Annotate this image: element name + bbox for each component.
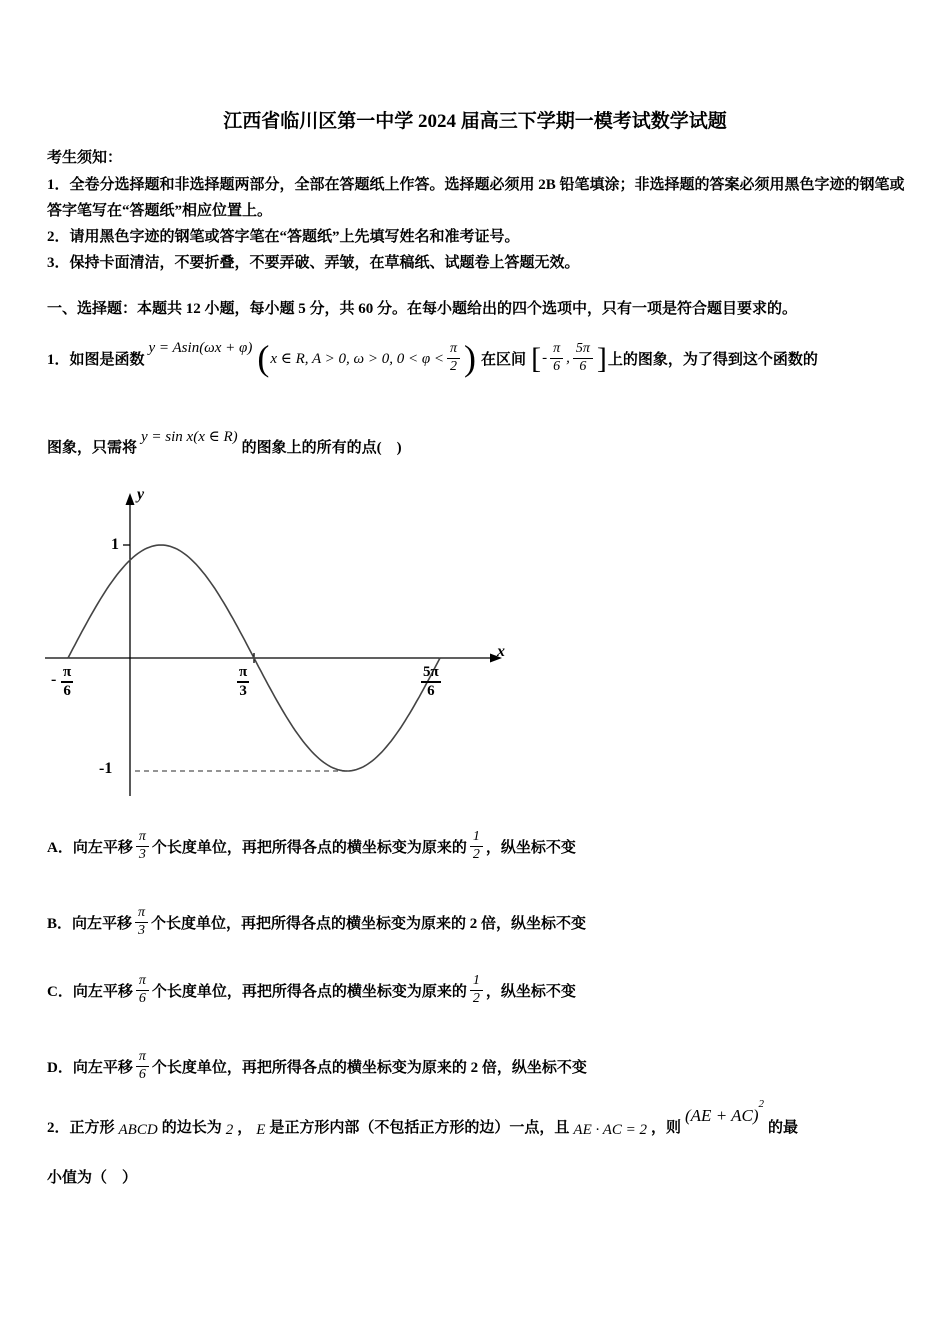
frac-pi-over-6 — [136, 973, 149, 1006]
x-tick-label-pi-over-3 — [237, 664, 249, 699]
left-paren: ( — [257, 337, 270, 378]
notice-item: 2．请用黑色字迹的钢笔或答字笔在“答题纸”上先填写姓名和准考证号。 — [47, 229, 520, 245]
option-C-label: C． — [47, 983, 73, 1000]
frac-pi-over-6 — [136, 1049, 149, 1082]
notice-item: 1．全卷分选择题和非选择题两部分，全部在答题纸上作答。选择题必须用 2B 铅笔填涂；非选择题的答案必须用黑色字迹的钢笔或答字笔写在“答题纸”相应位置上。 — [47, 177, 905, 219]
frac-pi-over-3 — [135, 905, 148, 938]
frac-denominator: 6 — [138, 1066, 146, 1082]
y-axis-arrow — [126, 493, 135, 505]
right-paren: ) — [464, 337, 477, 378]
frac-numerator: 5π — [573, 341, 593, 358]
q2-pre: 2．正方形 — [47, 1119, 115, 1136]
q1-interval-label: 在区间 — [481, 351, 527, 368]
q1-line2-pre: 图象，只需将 — [47, 439, 138, 456]
frac-one-half — [470, 829, 483, 862]
section-1-heading: 一、选择题：本题共 12 小题，每小题 5 分，共 60 分。在每小题给出的四个选项中，只有一项是符合题目要求的。 — [47, 301, 798, 317]
frac-denominator: 6 — [553, 358, 561, 374]
frac-pi-over-6 — [550, 341, 563, 374]
y-tick-label-neg-1: -1 — [99, 760, 113, 777]
q2-vector-equation: AE · AC = 2 — [573, 1121, 647, 1138]
frac-numerator: 5π — [421, 664, 441, 683]
frac-denominator: 3 — [239, 682, 247, 699]
right-bracket: ] — [596, 341, 607, 375]
frac-numerator: π — [237, 664, 249, 683]
option-D-label: D． — [47, 1059, 73, 1076]
frac-denominator: 2 — [450, 358, 458, 374]
option-A-label: A． — [47, 839, 73, 856]
frac-denominator: 6 — [138, 990, 146, 1006]
x-tick-minus-sign: - — [51, 671, 57, 688]
frac-denominator: 2 — [472, 990, 480, 1006]
q1-prefix: 1．如图是函数 — [47, 351, 145, 368]
q2-expression — [685, 1098, 764, 1126]
notice-heading: 考生须知： — [47, 150, 123, 166]
option-B-label: B． — [47, 915, 73, 932]
option-C-tail: ，纵坐标不变 — [485, 983, 576, 1000]
page-title: 江西省临川区第一中学 2024 届高三下学期一模考试数学试题 — [223, 111, 727, 132]
option-C-pre: 向左平移 — [72, 983, 133, 1000]
frac-pi-over-3 — [136, 829, 149, 862]
q2-expression-exponent: 2 — [758, 1098, 764, 1110]
question-1-stem-line-2 — [47, 424, 905, 468]
left-bracket: [ — [531, 341, 542, 375]
sine-graph-figure — [45, 488, 515, 806]
q2-comma: ， — [237, 1119, 253, 1136]
x-tick-label-neg-pi-over-6 — [61, 664, 73, 699]
question-2-stem-line-2: 小值为（ ） — [47, 1170, 138, 1186]
frac-denominator: 6 — [579, 358, 587, 374]
x-tick-label-5pi-over-6 — [421, 664, 441, 699]
option-B-mid: 个长度单位，再把所得各点的横坐标变为原来的 2 倍，纵坐标不变 — [151, 915, 587, 932]
option-D-pre: 向左平移 — [72, 1059, 133, 1076]
question-2-stem-line-1 — [47, 1100, 905, 1152]
frac-numerator: π — [136, 1049, 149, 1066]
option-B — [47, 896, 905, 948]
y-tick-label-1: 1 — [111, 536, 119, 553]
question-1-stem-line-1 — [47, 330, 905, 386]
q2-t1: 的边长为 — [161, 1119, 222, 1136]
frac-denominator: 2 — [472, 846, 480, 862]
q2-t2: 是正方形内部（不包括正方形的边）一点，且 — [269, 1119, 570, 1136]
frac-denominator: 3 — [138, 846, 146, 862]
option-C-mid: 个长度单位，再把所得各点的横坐标变为原来的 — [151, 983, 467, 1000]
option-A — [47, 818, 905, 874]
frac-numerator: π — [135, 905, 148, 922]
q2-t3: ，则 — [651, 1119, 682, 1136]
q2-side-length: 2 — [225, 1121, 234, 1138]
option-B-pre: 向左平移 — [72, 915, 133, 932]
frac-denominator: 6 — [427, 682, 435, 699]
q2-t4: 的最 — [768, 1119, 799, 1136]
minus-sign: - — [542, 349, 548, 366]
frac-numerator: 1 — [470, 829, 483, 846]
q2-point-e: E — [256, 1121, 266, 1138]
option-D-mid: 个长度单位，再把所得各点的横坐标变为原来的 2 倍，纵坐标不变 — [151, 1059, 587, 1076]
q1-conditions: x ∈ R, A > 0, ω > 0, 0 < φ < — [270, 350, 445, 367]
comma: , — [566, 349, 570, 366]
option-A-mid: 个长度单位，再把所得各点的横坐标变为原来的 — [151, 839, 467, 856]
option-A-pre: 向左平移 — [72, 839, 133, 856]
notice-item: 3．保持卡面清洁，不要折叠，不要弄破、弄皱，在草稿纸、试题卷上答题无效。 — [47, 255, 580, 271]
frac-numerator: π — [136, 829, 149, 846]
x-axis-label: x — [497, 643, 505, 660]
frac-numerator: 1 — [470, 973, 483, 990]
q2-expression-base: (AE + AC) — [685, 1106, 759, 1125]
q1-line2-tail: 的图象上的所有的点( ) — [241, 439, 402, 456]
frac-one-half — [470, 973, 483, 1006]
frac-denominator: 6 — [63, 682, 71, 699]
frac-numerator: π — [136, 973, 149, 990]
y-axis-label: y — [137, 486, 145, 503]
frac-denominator: 3 — [138, 922, 146, 938]
frac-numerator: π — [447, 341, 460, 358]
frac-numerator: π — [550, 341, 563, 358]
option-C — [47, 962, 905, 1018]
q1-tail: 上的图象，为了得到这个函数的 — [607, 351, 818, 368]
frac-5pi-over-6 — [573, 341, 593, 374]
q2-square-name: ABCD — [118, 1121, 158, 1138]
frac-numerator: π — [61, 664, 73, 683]
option-D — [47, 1040, 905, 1092]
q1-formula-sinx: y = sin x(x ∈ R) — [141, 428, 238, 445]
q1-formula-main: y = Asin(ωx + φ) — [148, 339, 253, 356]
frac-pi-over-2 — [447, 341, 460, 374]
option-A-tail: ，纵坐标不变 — [485, 839, 576, 856]
